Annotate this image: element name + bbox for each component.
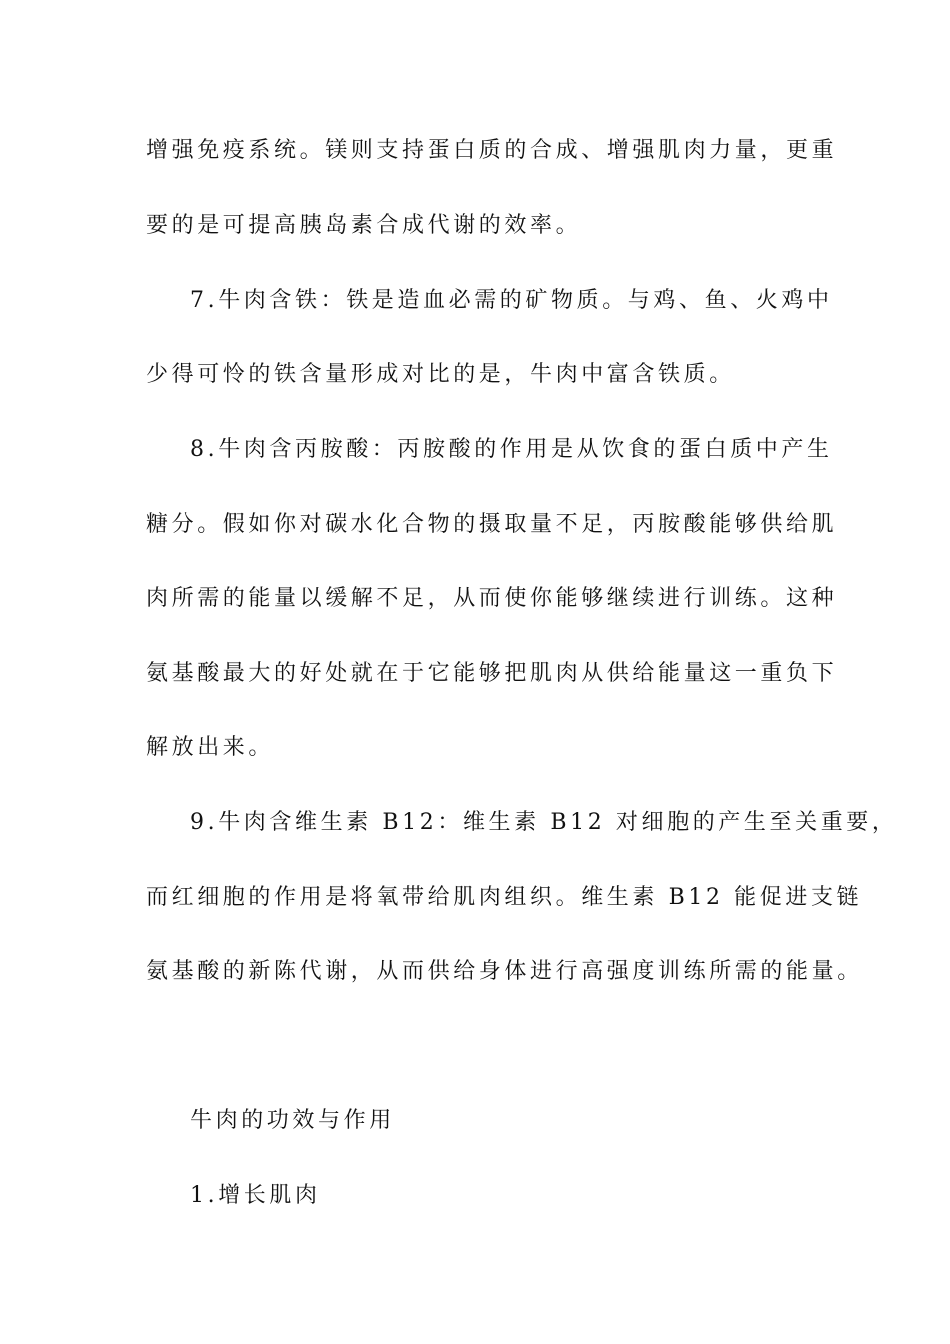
- section-heading: 牛肉的功效与作用: [190, 1108, 395, 1133]
- paragraph-line: 解放出来。: [146, 735, 275, 760]
- paragraph-line: 少得可怜的铁含量形成对比的是，牛肉中富含铁质。: [146, 362, 735, 387]
- paragraph-line: 肉所需的能量以缓解不足，从而使你能够继续进行训练。这种: [146, 586, 838, 611]
- paragraph-line: 7.牛肉含铁：铁是造血必需的矿物质。与鸡、鱼、火鸡中: [190, 288, 833, 313]
- paragraph-line: 而红细胞的作用是将氧带给肌肉组织。维生素 B12 能促进支链: [146, 885, 863, 910]
- subsection-heading: 1.增长肌肉: [190, 1183, 321, 1208]
- paragraph-line: 要的是可提高胰岛素合成代谢的效率。: [146, 213, 582, 238]
- paragraph-line: 氨基酸的新陈代谢，从而供给身体进行高强度训练所需的能量。: [146, 959, 863, 984]
- paragraph-line: 9.牛肉含维生素 B12：维生素 B12 对细胞的产生至关重要，: [190, 810, 898, 835]
- paragraph-line: 增强免疫系统。镁则支持蛋白质的合成、增强肌肉力量，更重: [146, 138, 838, 163]
- paragraph-line: 氨基酸最大的好处就在于它能够把肌肉从供给能量这一重负下: [146, 661, 838, 686]
- paragraph-line: 8.牛肉含丙胺酸：丙胺酸的作用是从饮食的蛋白质中产生: [190, 437, 833, 462]
- paragraph-line: 糖分。假如你对碳水化合物的摄取量不足，丙胺酸能够供给肌: [146, 512, 838, 537]
